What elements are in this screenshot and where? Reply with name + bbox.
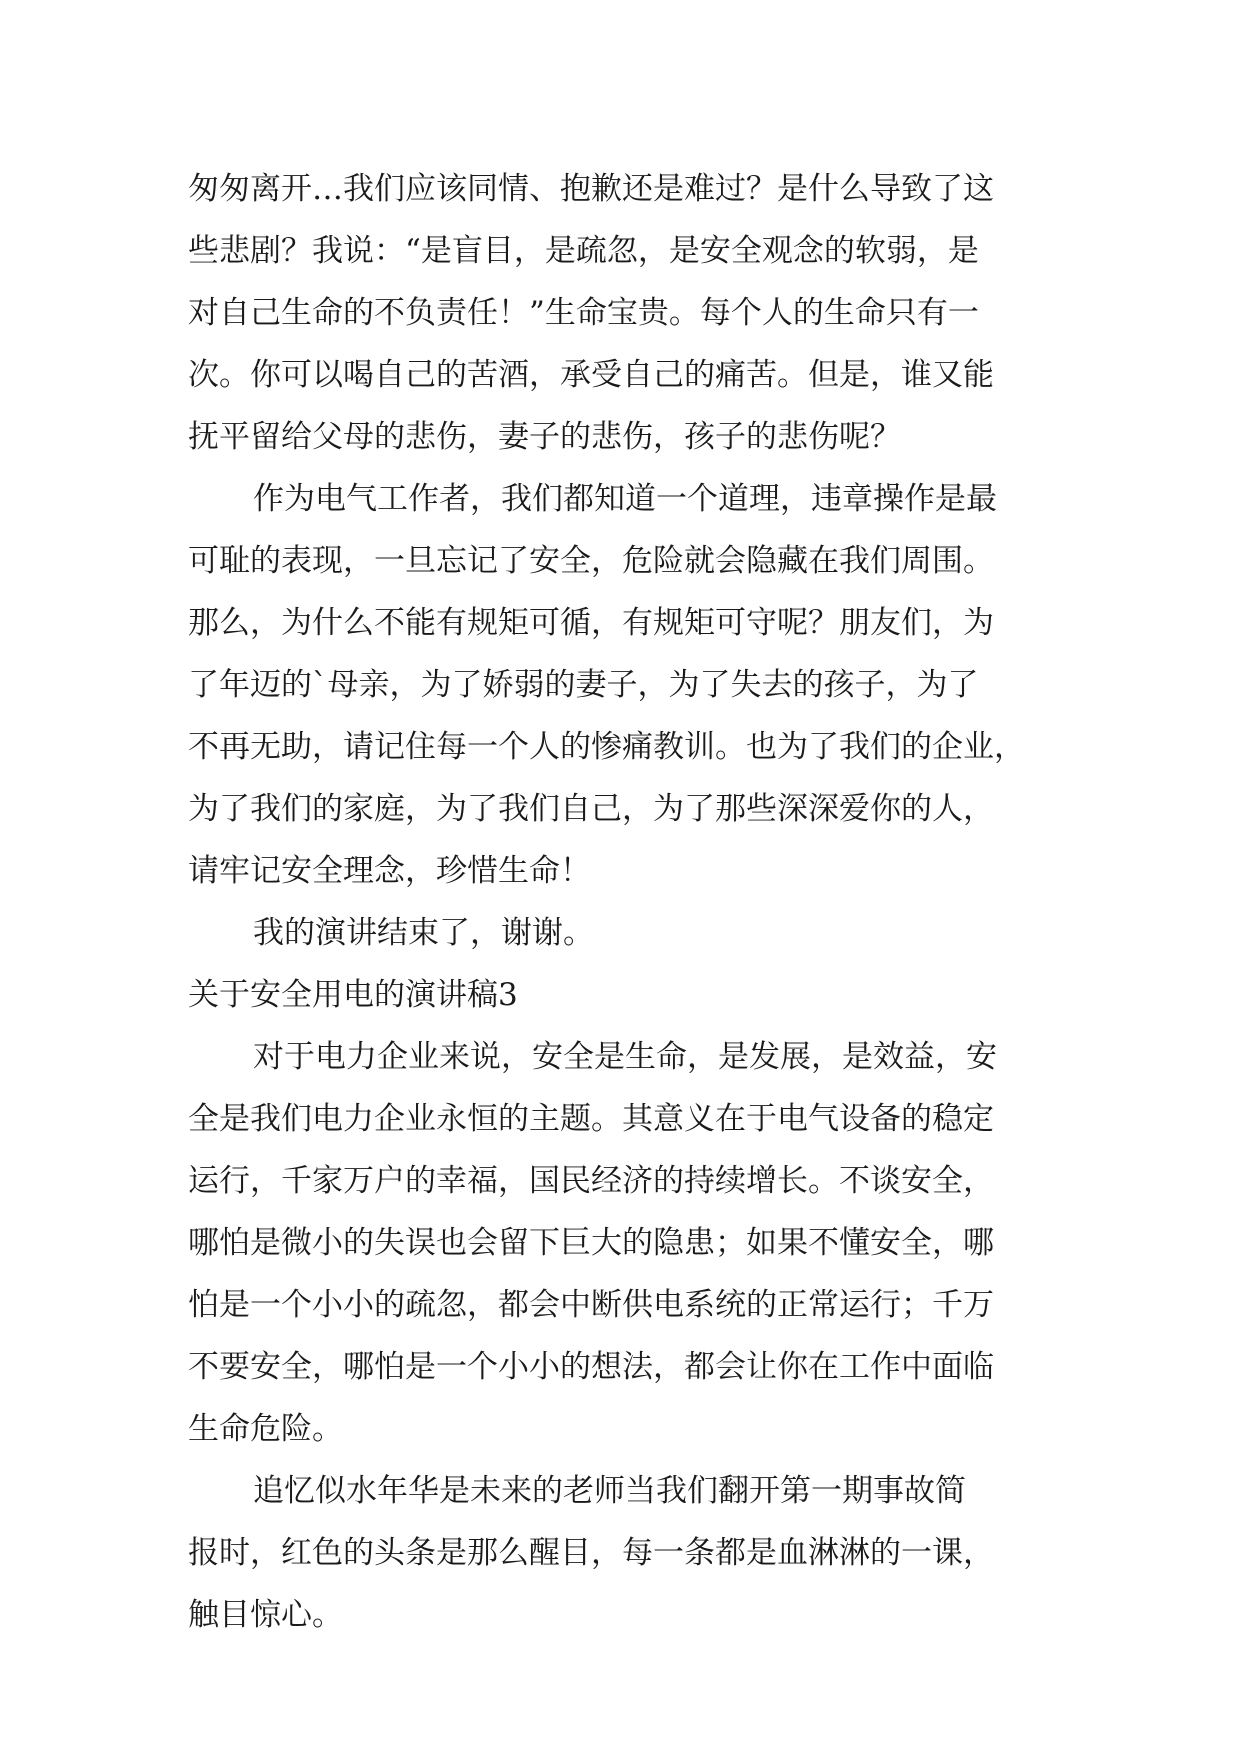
text-line: 不要安全，哪怕是一个小小的想法，都会让你在工作中面临	[188, 1349, 994, 1385]
text-line: 不再无助，请记住每一个人的惨痛教训。也为了我们的企业，	[188, 729, 1025, 765]
paragraph-start-line: 追忆似水年华是未来的老师当我们翻开第一期事故简	[253, 1473, 966, 1509]
text-line: 可耻的表现，一旦忘记了安全，危险就会隐藏在我们周围。	[188, 543, 994, 579]
paragraph-start-line: 作为电气工作者，我们都知道一个道理，违章操作是最	[253, 481, 997, 517]
text-line: 怕是一个小小的疏忽，都会中断供电系统的正常运行；千万	[188, 1287, 994, 1323]
text-line: 抚平留给父母的悲伤，妻子的悲伤，孩子的悲伤呢？	[188, 419, 901, 455]
text-line: 些悲剧？我说：“是盲目，是疏忽，是安全观念的软弱，是	[188, 233, 979, 269]
text-line: 次。你可以喝自己的苦酒，承受自己的痛苦。但是，谁又能	[188, 357, 994, 393]
text-line: 运行，千家万户的幸福，国民经济的持续增长。不谈安全，	[188, 1163, 994, 1199]
text-line: 请牢记安全理念，珍惜生命！	[188, 853, 591, 889]
text-line: 报时，红色的头条是那么醒目，每一条都是血淋淋的一课，	[188, 1535, 994, 1571]
text-line: 那么，为什么不能有规矩可循，有规矩可守呢？朋友们，为	[188, 605, 994, 641]
text-line: 匆匆离开…我们应该同情、抱歉还是难过？是什么导致了这	[188, 171, 994, 207]
paragraph-start-line: 我的演讲结束了，谢谢。	[253, 915, 594, 951]
text-line: 为了我们的家庭，为了我们自己，为了那些深深爱你的人，	[188, 791, 994, 827]
text-line: 了年迈的`母亲，为了娇弱的妻子，为了失去的孩子，为了	[188, 667, 979, 703]
document-body	[188, 158, 1068, 1646]
text-line: 触目惊心。	[188, 1597, 343, 1633]
text-line: 全是我们电力企业永恒的主题。其意义在于电气设备的稳定	[188, 1101, 994, 1137]
text-line: 哪怕是微小的失误也会留下巨大的隐患；如果不懂安全，哪	[188, 1225, 994, 1261]
section-heading: 关于安全用电的演讲稿3	[188, 977, 518, 1013]
text-line: 生命危险。	[188, 1411, 343, 1447]
text-line: 对自己生命的不负责任！”生命宝贵。每个人的生命只有一	[188, 295, 979, 331]
paragraph-start-line: 对于电力企业来说，安全是生命，是发展，是效益，安	[253, 1039, 997, 1075]
